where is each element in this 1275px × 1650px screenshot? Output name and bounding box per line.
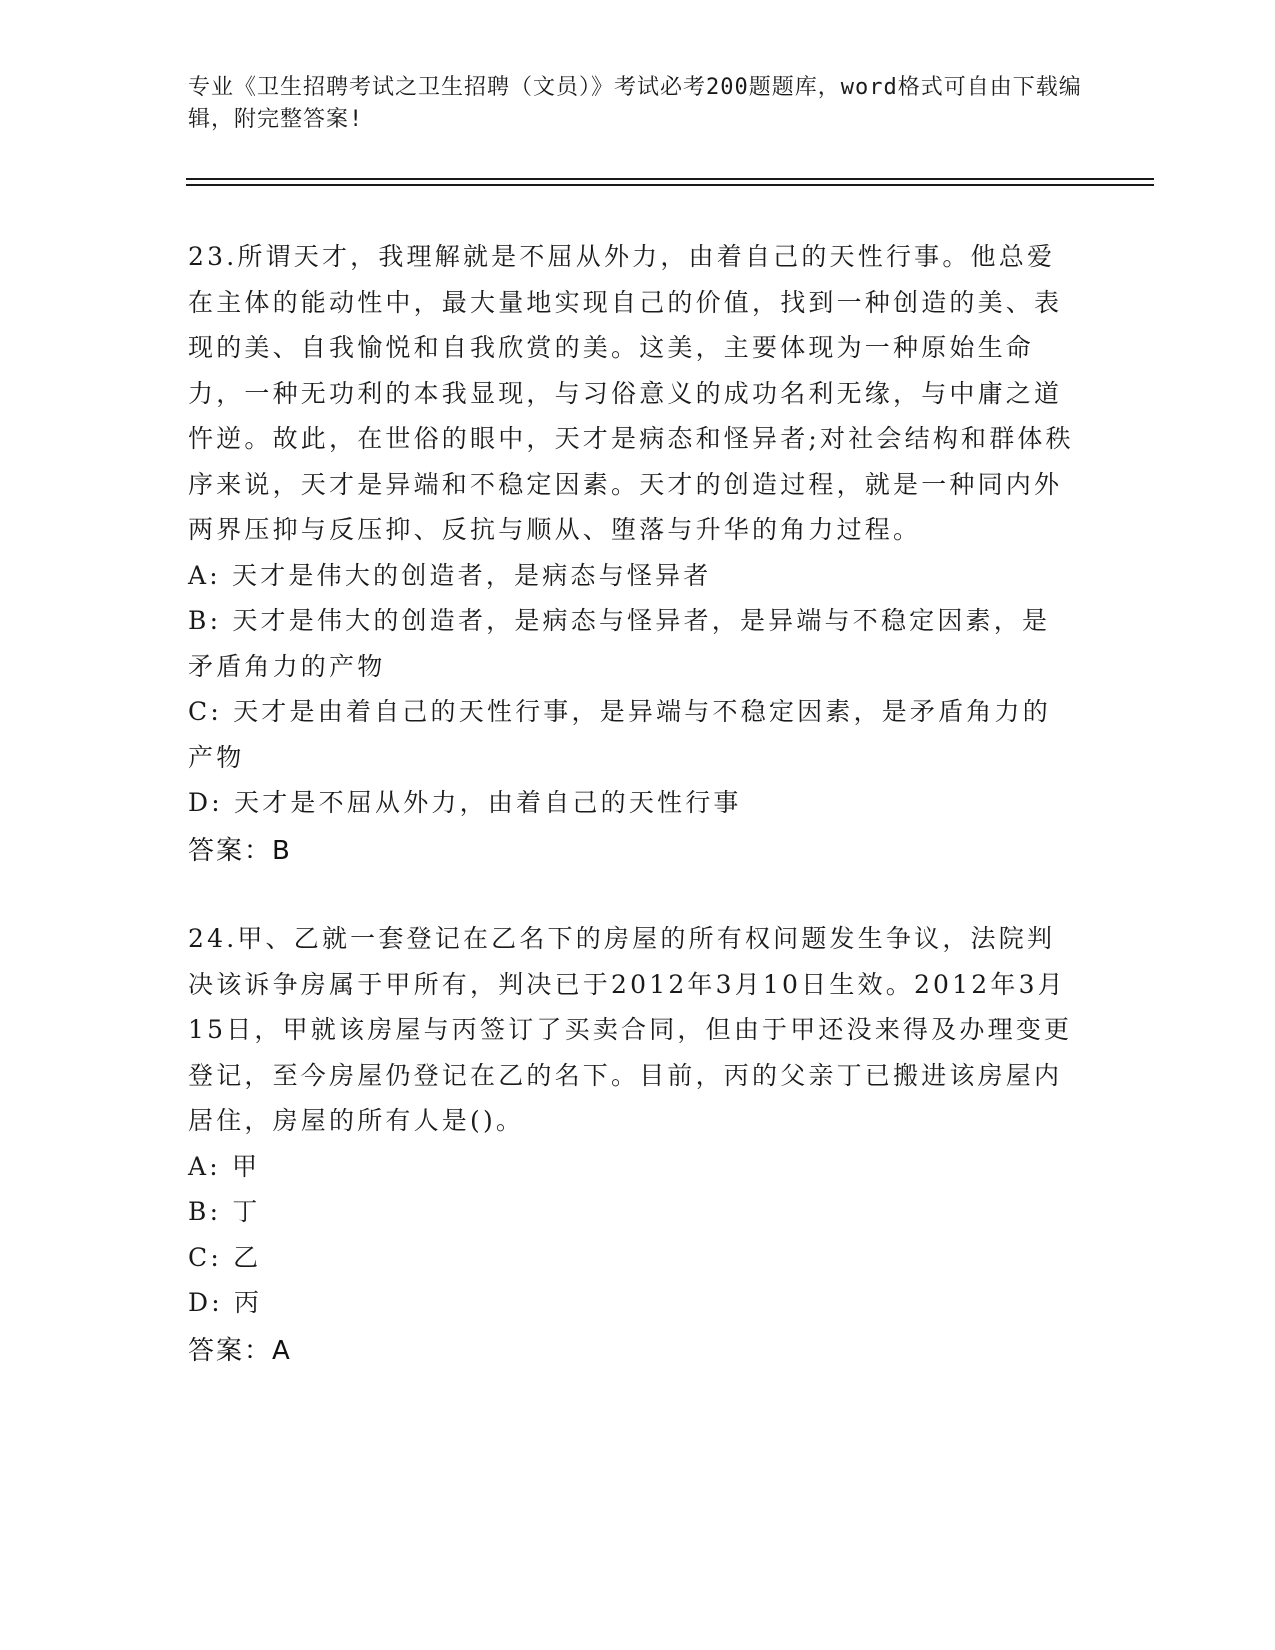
option-d: D: 天才是不屈从外力，由着自己的天性行事 bbox=[188, 788, 742, 817]
option-b: B: 天才是伟大的创造者，是病态与怪异者，是异端与不稳定因素，是矛盾角力的产物 bbox=[188, 606, 1051, 681]
question-stem: 24.甲、乙就一套登记在乙名下的房屋的所有权问题发生争议，法院判决该诉争房属于甲所有，判决已于2012年3月10日生效。2012年3月15日，甲就该房屋与丙签订了买卖合同，但由于甲还没来得及办理变更登记，至今房屋仍登记在乙的名下。目前，丙的父亲丁已搬进该房屋内居住，房屋的所有人是()。 bbox=[188, 924, 1073, 1135]
option-a: A: 甲 bbox=[188, 1151, 261, 1181]
option-b: B: 丁 bbox=[188, 1197, 261, 1226]
option-c: C: 乙 bbox=[188, 1242, 262, 1272]
question-stem: 23.所谓天才，我理解就是不屈从外力，由着自己的天性行事。他总爱在主体的能动性中，最大量地实现自己的价值，找到一种创造的美、表现的美、自我愉悦和自我欣赏的美。这美，主要体现为一种原始生命力，一种无功利的本我显现，与习俗意义的成功名利无缘，与中庸之道忤逆。故此，在世俗的眼中，天才是病态和怪异者;对社会结构和群体秩序来说，天才是异端和不稳定因素。天才的创造过程，就是一种同内外两界压抑与反压抑、反抗与顺从、堕落与升华的角力过程。 bbox=[188, 242, 1074, 544]
answer-line: 答案：A bbox=[188, 1335, 292, 1366]
answer-line: 答案：B bbox=[188, 835, 292, 866]
option-c: C: 天才是由着自己的天性行事，是异端与不稳定因素，是矛盾角力的产物 bbox=[188, 697, 1051, 772]
option-d: D: 丙 bbox=[188, 1288, 263, 1317]
option-a: A: 天才是伟大的创造者，是病态与怪异者 bbox=[188, 560, 712, 590]
question-23 bbox=[188, 234, 1078, 876]
document-header-intro: 专业《卫生招聘考试之卫生招聘（文员）》考试必考200题题库，word格式可自由下载编辑，附完整答案! bbox=[188, 75, 1082, 132]
header-divider-bottom bbox=[186, 184, 1154, 186]
question-24 bbox=[188, 916, 1078, 1376]
header-divider-top bbox=[186, 178, 1154, 180]
